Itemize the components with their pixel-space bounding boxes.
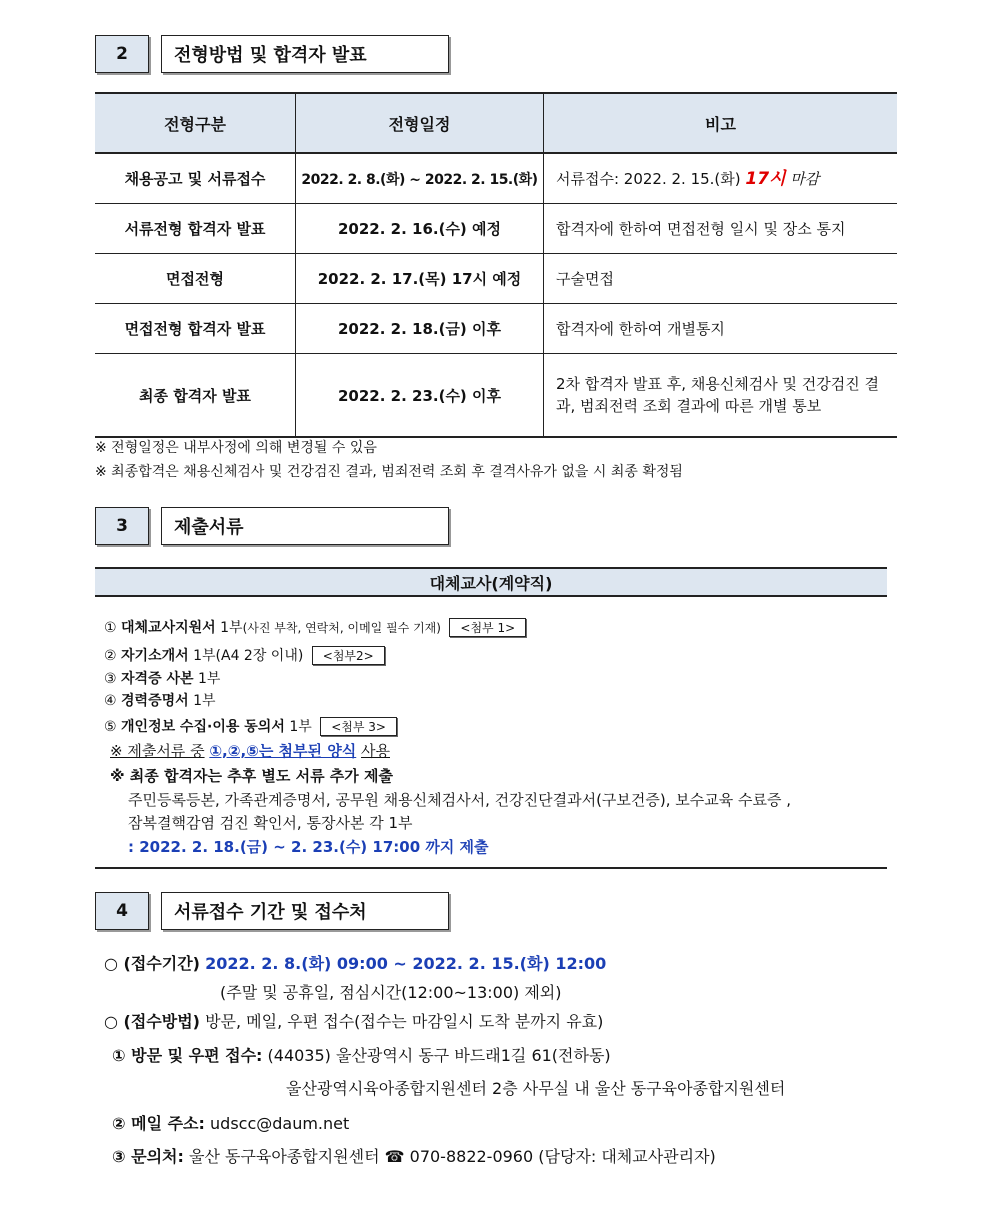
receive-method — [104, 1009, 603, 1032]
table-row — [95, 304, 897, 354]
doc-note-final-line: 주민등록등본, 가족관계증명서, 공무원 채용신체검사서, 건강진단결과서(구보건증), 보수교육 수료증 , — [128, 791, 792, 809]
doc-qty: 1부 — [289, 719, 312, 735]
email-address — [112, 1111, 349, 1134]
schedule-note: ※ 전형일정은 내부사정에 의해 변경될 수 있음 — [95, 440, 377, 456]
doc-number: ② — [104, 648, 117, 664]
column-header: 전형일정 — [296, 93, 544, 153]
cell-date: 2022. 2. 17.(목) 17시 예정 — [296, 254, 544, 304]
doc-name: 개인정보 수집·이용 동의서 — [121, 719, 285, 735]
doc-note-final-line: 잠복결핵감염 검진 확인서, 통장사본 각 1부 — [128, 814, 413, 832]
cell-note: 합격자에 한하여 면접전형 일시 및 장소 통지 — [544, 204, 898, 254]
section-number: 2 — [95, 35, 149, 73]
note-text: ※ 제출서류 중 — [110, 742, 205, 760]
receive-period — [104, 951, 606, 974]
note-text: 서류접수: 2022. 2. 15.(화) — [556, 169, 741, 188]
table-row — [95, 204, 897, 254]
section-title: 전형방법 및 합격자 발표 — [161, 35, 449, 73]
mail-label: ② 메일 주소: — [112, 1114, 205, 1133]
contact-label: ③ 문의처: — [112, 1147, 184, 1166]
doc-name: 자격증 사본 — [121, 671, 194, 687]
period-value: 2022. 2. 8.(화) 09:00 ~ 2022. 2. 15.(화) 12:00 — [205, 954, 607, 973]
cell-note: 구술면접 — [544, 254, 898, 304]
doc-deadline: : 2022. 2. 18.(금) ~ 2. 23.(수) 17:00 까지 제출 — [128, 838, 489, 856]
section-number: 3 — [95, 507, 149, 545]
mail-value: udscc@daum.net — [210, 1114, 350, 1133]
visit-address — [112, 1043, 611, 1066]
doc-name: 대체교사지원서 — [121, 620, 216, 636]
schedule-table — [95, 92, 897, 438]
doc-number: ① — [104, 620, 117, 636]
cell-type: 채용공고 및 서류접수 — [95, 153, 296, 204]
doc-number: ④ — [104, 693, 117, 709]
cell-type: 면접전형 — [95, 254, 296, 304]
cell-type: 면접전형 합격자 발표 — [95, 304, 296, 354]
cell-date: 2022. 2. 8.(화) ~ 2022. 2. 15.(화) — [296, 153, 544, 204]
table-row — [95, 354, 897, 438]
deadline-time: 17시 — [745, 168, 786, 189]
cell-date: 2022. 2. 23.(수) 이후 — [296, 354, 544, 438]
doc-item — [104, 690, 216, 710]
column-header: 비고 — [544, 93, 898, 153]
visit-value: (44035) 울산광역시 동구 바드래1길 61(전하동) — [267, 1046, 611, 1065]
cell-note: 합격자에 한하여 개별통지 — [544, 304, 898, 354]
doc-item — [104, 617, 526, 637]
table-header-row — [95, 93, 897, 153]
doc-qty: 1부 — [193, 648, 216, 664]
period-label: ○ (접수기간) — [104, 954, 200, 973]
period-note: (주말 및 공휴일, 점심시간(12:00~13:00) 제외) — [220, 983, 562, 1002]
method-value: 방문, 메일, 우편 접수(접수는 마감일시 도착 분까지 유효) — [205, 1012, 604, 1031]
doc-qty: 1부 — [197, 671, 221, 687]
table-row — [95, 254, 897, 304]
doc-detail: (사진 부착, 연락처, 이메일 필수 기재) — [242, 621, 441, 635]
note-highlight: ①,②,⑤는 첨부된 양식 — [209, 742, 357, 760]
contact-info — [112, 1144, 716, 1167]
doc-number: ⑤ — [104, 719, 117, 735]
cell-note — [544, 153, 898, 204]
doc-number: ③ — [104, 671, 117, 687]
contact-value: 울산 동구육아종합지원센터 ☎ 070-8822-0960 (담당자: 대체교사관리자) — [188, 1147, 716, 1166]
divider — [95, 867, 887, 869]
cell-date: 2022. 2. 18.(금) 이후 — [296, 304, 544, 354]
section-number: 4 — [95, 892, 149, 930]
position-bar: 대체교사(계약직) — [95, 567, 887, 597]
doc-item — [104, 645, 385, 665]
cell-date: 2022. 2. 16.(수) 예정 — [296, 204, 544, 254]
visit-label: ① 방문 및 우편 접수: — [112, 1046, 263, 1065]
table-row — [95, 153, 897, 204]
section-title: 제출서류 — [161, 507, 449, 545]
attachment-label: <첨부2> — [312, 646, 385, 665]
schedule-note: ※ 최종합격은 채용신체검사 및 건강검진 결과, 범죄전력 조회 후 결격사유가 없을 시 최종 확정됨 — [95, 464, 683, 480]
doc-note-forms — [110, 740, 390, 761]
doc-item — [104, 716, 397, 736]
note-text: 사용 — [361, 742, 390, 760]
doc-detail: (A4 2장 이내) — [215, 648, 304, 664]
doc-qty: 1부 — [220, 620, 243, 636]
doc-name: 자기소개서 — [121, 648, 189, 664]
doc-qty: 1부 — [193, 693, 216, 709]
doc-note-final-head: ※ 최종 합격자는 추후 별도 서류 추가 제출 — [110, 767, 393, 785]
cell-note: 2차 합격자 발표 후, 채용신체검사 및 건강검진 결과, 범죄전력 조회 결과에 따른 개별 통보 — [544, 354, 898, 438]
note-tail: 마감 — [790, 169, 820, 188]
column-header: 전형구분 — [95, 93, 296, 153]
visit-address-line2: 울산광역시육아종합지원센터 2층 사무실 내 울산 동구육아종합지원센터 — [286, 1079, 786, 1098]
attachment-label: <첨부 3> — [320, 717, 397, 736]
cell-type: 최종 합격자 발표 — [95, 354, 296, 438]
doc-name: 경력증명서 — [121, 693, 189, 709]
doc-item — [104, 668, 220, 688]
cell-type: 서류전형 합격자 발표 — [95, 204, 296, 254]
method-label: ○ (접수방법) — [104, 1012, 200, 1031]
section-title: 서류접수 기간 및 접수처 — [161, 892, 449, 930]
attachment-label: <첨부 1> — [449, 618, 526, 637]
